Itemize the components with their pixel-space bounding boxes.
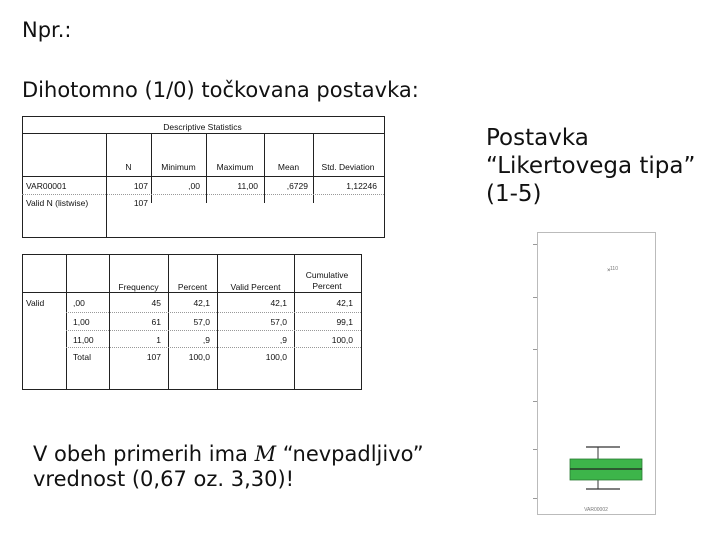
freq-cell: ,9 xyxy=(279,335,287,345)
freq-row-label: Total xyxy=(73,352,91,362)
svg-text:×: × xyxy=(607,268,611,274)
freq-cell: 100,0 xyxy=(331,335,353,345)
mean-symbol: M xyxy=(254,442,277,466)
desc-header-std-deviation: Std. Deviation xyxy=(321,162,375,172)
side-note xyxy=(486,124,716,208)
freq-cell: 57,0 xyxy=(270,317,287,327)
freq-header-cumulative-percent: Cumulative Percent xyxy=(305,270,349,291)
boxplot-chart xyxy=(537,232,656,515)
freq-row-label: ,00 xyxy=(73,298,85,308)
desc-cell: 1,12246 xyxy=(346,181,377,191)
desc-header-n: N xyxy=(125,162,132,172)
y-tick-mark xyxy=(533,401,537,402)
x-axis-label: VAR00002 xyxy=(584,507,608,513)
desc-header-minimum: Minimum xyxy=(161,162,196,172)
freq-row-label: 1,00 xyxy=(73,317,90,327)
freq-row-label: 11,00 xyxy=(73,335,94,345)
desc-cell: ,00 xyxy=(188,181,200,191)
freq-cell: ,9 xyxy=(202,335,210,345)
y-tick-mark xyxy=(533,498,537,499)
boxplot-svg xyxy=(538,233,655,514)
freq-cell: 100,0 xyxy=(265,352,287,362)
freq-cell: 57,0 xyxy=(193,317,210,327)
desc-header-maximum: Maximum xyxy=(216,162,254,172)
desc-cell: 107 xyxy=(133,181,148,191)
freq-cell: 42,1 xyxy=(336,298,353,308)
desc-cell: 11,00 xyxy=(237,181,258,191)
side-note-text: Postavka “Likertovega tipa” (1-5) xyxy=(486,125,696,207)
freq-cell: 99,1 xyxy=(336,317,353,327)
subheading: Dihotomno (1/0) točkovana postavka: xyxy=(22,78,419,102)
desc-header-mean: Mean xyxy=(277,162,300,172)
freq-header-frequency: Frequency xyxy=(118,282,159,292)
freq-cell: 42,1 xyxy=(193,298,210,308)
freq-cell: 45 xyxy=(151,298,161,308)
desc-table-title: Descriptive Statistics xyxy=(163,122,242,132)
y-tick-mark xyxy=(533,297,537,298)
bottom-note-part1: V obeh primerih ima xyxy=(33,442,255,466)
freq-header-percent: Percent xyxy=(177,282,208,292)
freq-cell: 1 xyxy=(156,335,161,345)
desc-row-label: Valid N (listwise) xyxy=(26,198,89,208)
heading: Npr.: xyxy=(22,18,72,42)
bottom-note xyxy=(33,442,503,492)
freq-group-label: Valid xyxy=(26,298,45,308)
desc-cell: 107 xyxy=(133,198,148,208)
desc-row-label: VAR00001 xyxy=(26,181,67,191)
desc-cell: ,6729 xyxy=(286,181,308,191)
freq-cell: 100,0 xyxy=(188,352,210,362)
freq-header-valid-percent: Valid Percent xyxy=(230,282,281,292)
freq-cell: 61 xyxy=(151,317,161,327)
freq-cell: 42,1 xyxy=(270,298,287,308)
y-tick-mark xyxy=(533,449,537,450)
outlier-label: 110 xyxy=(610,266,618,272)
y-tick-mark xyxy=(533,349,537,350)
freq-cell: 107 xyxy=(146,352,161,362)
bottom-note-part2: “nevpadljivo” vrednost (0,67 oz. 3,30)! xyxy=(33,442,424,491)
y-tick-mark xyxy=(533,244,537,245)
